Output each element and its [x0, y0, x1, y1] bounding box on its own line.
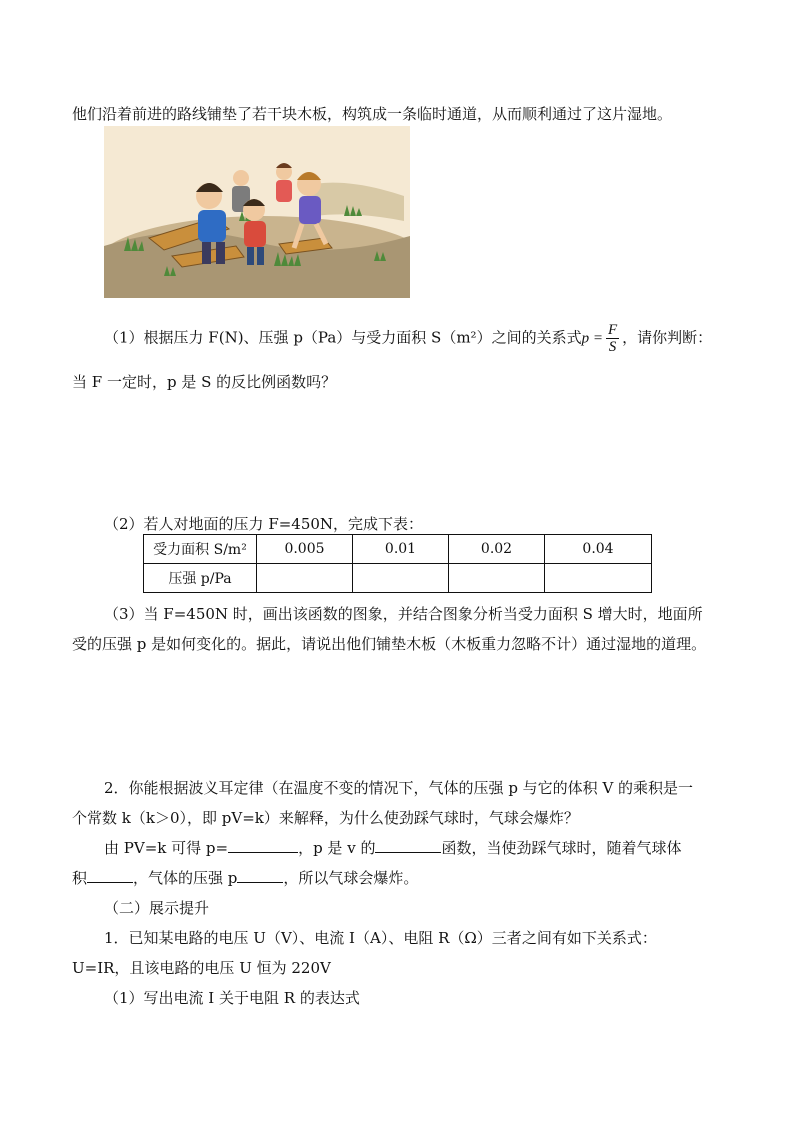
question-2-text: （2）若人对地面的压力 F=450N，完成下表：: [104, 515, 424, 533]
problem-2-text: ，气体的压强 p: [133, 869, 238, 887]
question-1-line-2: 当 F 一定时，p 是 S 的反比例函数吗？: [72, 373, 337, 391]
table-cell: 0.005: [257, 535, 353, 564]
question-1-text-end: ，请你判断：: [622, 328, 713, 347]
problem-2-line-3: [104, 838, 681, 858]
problem-2-line-1: 2．你能根据波义耳定律（在温度不变的情况下，气体的压强 p 与它的体积 V 的乘积是一: [104, 779, 694, 797]
table-answer-cell[interactable]: [545, 564, 652, 593]
table-cell: 0.04: [545, 535, 652, 564]
question-3-line-1: （3）当 F=450N 时，画出该函数的图象，并结合图象分析当受力面积 S 增大时，地面所: [104, 605, 703, 623]
table-row-header: 压强 p/Pa: [144, 564, 257, 593]
formula-fraction: [606, 322, 619, 355]
question-3-line-2: 受的压强 p 是如何变化的。据此，请说出他们铺垫木板（木板重力忽略不计）通过湿地的道理。: [72, 635, 707, 653]
table-row: [144, 535, 652, 564]
table-answer-cell[interactable]: [449, 564, 545, 593]
wetland-boards-illustration: [104, 126, 410, 298]
problem-2-line-2: 个常数 k（k＞0），即 pV=k）来解释，为什么使劲踩气球时，气球会爆炸？: [72, 809, 579, 827]
problem-2-text: ，p 是 v 的: [298, 839, 376, 857]
problem-2-text: 由 PV=k 可得 p=: [104, 839, 229, 857]
table-answer-cell[interactable]: [353, 564, 449, 593]
table-cell: 0.02: [449, 535, 545, 564]
problem-2-line-4: [72, 868, 418, 888]
answer-blank[interactable]: [237, 868, 283, 883]
section-heading: （二）展示提升: [104, 899, 210, 917]
table-row-header: 受力面积 S/m²: [144, 535, 257, 564]
formula-denominator: S: [608, 339, 617, 355]
table-answer-cell[interactable]: [257, 564, 353, 593]
answer-blank[interactable]: [375, 838, 441, 853]
pressure-area-table: [143, 534, 652, 593]
question-1-text-start: （1）根据压力 F(N)、压强 p（Pa）与受力面积 S（m²）之间的关系式: [104, 328, 582, 347]
answer-blank[interactable]: [228, 838, 298, 853]
problem-2-text: ，所以气球会爆炸。: [283, 869, 419, 887]
table-row: [144, 564, 652, 593]
table-cell: 0.01: [353, 535, 449, 564]
question-1-line-1: [104, 322, 712, 355]
problem-3-line-3: （1）写出电流 I 关于电阻 R 的表达式: [104, 989, 360, 1007]
answer-blank[interactable]: [87, 868, 133, 883]
problem-3-line-2: U=IR，且该电路的电压 U 恒为 220V: [72, 959, 331, 977]
intro-paragraph: 他们沿着前进的路线铺垫了若干块木板，构筑成一条临时通道，从而顺利通过了这片湿地。: [72, 105, 673, 123]
formula-lhs: p =: [581, 330, 603, 347]
problem-3-line-1: 1．已知某电路的电压 U（V）、电流 I（A）、电阻 R（Ω）三者之间有如下关系式：: [104, 929, 657, 947]
problem-2-text: 函数，当使劲踩气球时，随着气球体: [441, 839, 682, 857]
formula-numerator: F: [607, 322, 618, 338]
problem-2-text: 积: [72, 869, 88, 887]
